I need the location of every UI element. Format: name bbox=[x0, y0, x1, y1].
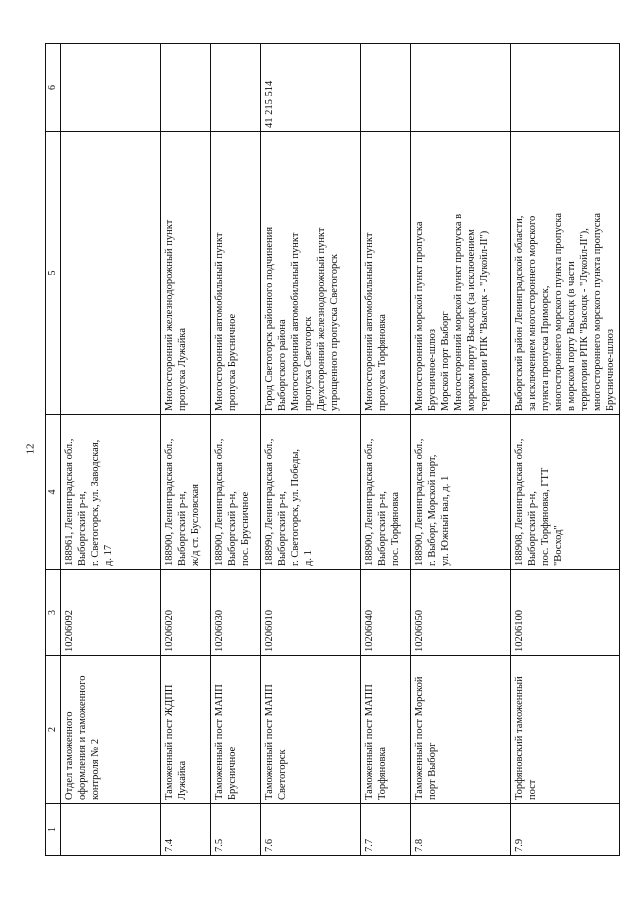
cell-line: порт Выборг bbox=[427, 742, 438, 800]
cell-line: контроля № 2 bbox=[90, 738, 101, 800]
post-code-cell: 10206092 bbox=[61, 570, 161, 656]
cell-line: Брусничное bbox=[227, 746, 238, 800]
cell-line: Выборгского района bbox=[277, 319, 288, 411]
post-code-cell: 10206030 bbox=[211, 570, 261, 656]
header-row bbox=[46, 44, 61, 856]
address-cell bbox=[211, 415, 261, 570]
cell-line: территории РПК "Высоцк - "Лукойл-II"), bbox=[579, 228, 590, 411]
cell-line: Многосторонний морской пункт пропуска bbox=[414, 221, 425, 411]
cell-line: морском порту Высоцк (за исключением bbox=[466, 229, 477, 411]
okato-cell bbox=[161, 44, 211, 132]
cell-line: 188900, Ленинградская обл., bbox=[364, 438, 375, 566]
okato-cell bbox=[211, 44, 261, 132]
table-row bbox=[261, 44, 361, 856]
header-cell-6: 6 bbox=[46, 44, 61, 132]
cell-line: 188900, Ленинградская обл., bbox=[164, 438, 175, 566]
table-row bbox=[361, 44, 411, 856]
cell-line: Многосторонний автомобильный пункт bbox=[364, 232, 375, 411]
cell-line: Таможенный пост МАПП bbox=[214, 684, 225, 800]
cell-line: г. Выборг, Морской порт, bbox=[427, 454, 438, 566]
post-code-cell: 10206020 bbox=[161, 570, 211, 656]
header-cell-2: 2 bbox=[46, 656, 61, 804]
cell-line: Многосторонний морской пункт пропуска в bbox=[453, 213, 464, 411]
cell-line: пос. Торфяновка, ГТТ bbox=[540, 467, 551, 566]
row-number-cell: 7.4 bbox=[161, 804, 211, 856]
okato-cell: 41 215 514 bbox=[261, 44, 361, 132]
cell-line: Выборгский р-н, bbox=[377, 491, 388, 566]
cell-line: Выборгский район Ленинградской области, bbox=[514, 215, 525, 411]
table-row bbox=[161, 44, 211, 856]
address-cell bbox=[61, 415, 161, 570]
table-row bbox=[211, 44, 261, 856]
post-name-cell bbox=[61, 656, 161, 804]
cell-line: Светогорск bbox=[277, 749, 288, 800]
post-name-cell bbox=[511, 656, 620, 804]
activity-zone-cell bbox=[511, 132, 620, 415]
cell-line: Лужайка bbox=[177, 760, 188, 800]
cell-line: г. Светогорск, ул. Победы, bbox=[290, 448, 301, 566]
cell-line: Многосторонний автомобильный пункт bbox=[214, 232, 225, 411]
header-cell-5: 5 bbox=[46, 132, 61, 415]
cell-line: Выборгский р-н, bbox=[277, 491, 288, 566]
cell-line: оформления и таможенного bbox=[77, 675, 88, 800]
cell-line: Многосторонний автомобильный пункт bbox=[290, 232, 301, 411]
activity-zone-cell bbox=[211, 132, 261, 415]
cell-line: Двухсторонний железнодорожный пункт bbox=[316, 227, 327, 411]
table-row bbox=[411, 44, 511, 856]
cell-line: в морском порту Высоцк (в части bbox=[566, 261, 577, 411]
row-number-cell bbox=[61, 804, 161, 856]
cell-line: пропуска Лужайка bbox=[177, 328, 188, 411]
cell-line: пропуска Торфяновка bbox=[377, 314, 388, 411]
cell-line: Выборгский р-н, bbox=[77, 491, 88, 566]
activity-zone-cell bbox=[161, 132, 211, 415]
row-number-cell: 7.6 bbox=[261, 804, 361, 856]
address-cell bbox=[361, 415, 411, 570]
cell-line: упрощенного пропуска Светогорск bbox=[329, 254, 340, 411]
customs-posts-table bbox=[45, 43, 620, 856]
post-code-cell: 10206050 bbox=[411, 570, 511, 656]
table-body bbox=[46, 44, 620, 856]
cell-line: Торфяновский таможенный bbox=[514, 676, 525, 800]
page-number: 12 bbox=[24, 443, 37, 455]
row-number-cell: 7.8 bbox=[411, 804, 511, 856]
header-cell-4: 4 bbox=[46, 415, 61, 570]
post-name-cell bbox=[261, 656, 361, 804]
cell-line: пос. Брусничное bbox=[240, 491, 251, 566]
cell-line: ул. Южный вал, д. 1 bbox=[440, 475, 451, 566]
cell-line: г. Светогорск, ул. Заводская, bbox=[90, 439, 101, 566]
table-row bbox=[61, 44, 161, 856]
cell-line: 188990, Ленинградская обл., bbox=[264, 438, 275, 566]
post-code-cell: 10206010 bbox=[261, 570, 361, 656]
cell-line: Таможенный пост МАПП bbox=[364, 684, 375, 800]
okato-cell bbox=[61, 44, 161, 132]
table-row bbox=[511, 44, 620, 856]
header-cell-3: 3 bbox=[46, 570, 61, 656]
activity-zone-cell bbox=[61, 132, 161, 415]
address-cell bbox=[511, 415, 620, 570]
cell-line: Брусничное-шлюз bbox=[427, 328, 438, 411]
post-name-cell bbox=[361, 656, 411, 804]
post-name-cell bbox=[411, 656, 511, 804]
cell-line: за исключением многостороннего морского bbox=[527, 215, 538, 411]
cell-line: Таможенный пост МАПП bbox=[264, 684, 275, 800]
address-cell bbox=[411, 415, 511, 570]
cell-line: пос. Торфяновка bbox=[390, 491, 401, 566]
cell-line: 188900, Ленинградская обл., bbox=[414, 438, 425, 566]
row-number-cell: 7.9 bbox=[511, 804, 620, 856]
row-number-cell: 7.5 bbox=[211, 804, 261, 856]
cell-line: пропуска Светогорск bbox=[303, 316, 314, 411]
row-number-cell: 7.7 bbox=[361, 804, 411, 856]
cell-line: Морской порт Выборг bbox=[440, 311, 451, 411]
cell-line: 188961, Ленинградская обл., bbox=[64, 438, 75, 566]
cell-line: д. 1 bbox=[303, 550, 314, 566]
activity-zone-cell bbox=[261, 132, 361, 415]
cell-line: Отдел таможенного bbox=[64, 711, 75, 800]
cell-line: Выборгский р-н, bbox=[227, 491, 238, 566]
cell-line: 188900, Ленинградская обл., bbox=[214, 438, 225, 566]
post-name-cell bbox=[161, 656, 211, 804]
address-cell bbox=[161, 415, 211, 570]
cell-line: пункта пропуска Приморск, bbox=[540, 285, 551, 411]
okato-cell bbox=[411, 44, 511, 132]
post-code-cell: 10206040 bbox=[361, 570, 411, 656]
rotated-table-container bbox=[45, 44, 616, 856]
cell-line: Брусничное-шлюз bbox=[605, 328, 616, 411]
cell-line: Выборгский р-н, bbox=[177, 491, 188, 566]
cell-line: Многосторонний железнодорожный пункт bbox=[164, 219, 175, 411]
cell-line: 188908, Ленинградская обл., bbox=[514, 438, 525, 566]
cell-line: Таможенный пост ЖДПП bbox=[164, 684, 175, 800]
address-cell bbox=[261, 415, 361, 570]
activity-zone-cell bbox=[411, 132, 511, 415]
header-cell-1: 1 bbox=[46, 804, 61, 856]
cell-line: многостороннего морского пункта пропуска bbox=[592, 213, 603, 411]
post-name-cell bbox=[211, 656, 261, 804]
cell-line: ж/д ст. Бусловская bbox=[190, 483, 201, 566]
cell-line: пост bbox=[527, 779, 538, 800]
cell-line: Город Светогорск районного подчинения bbox=[264, 226, 275, 411]
okato-cell bbox=[511, 44, 620, 132]
cell-line: Таможенный пост Морской bbox=[414, 676, 425, 800]
document-page bbox=[45, 44, 616, 856]
cell-line: многостороннего морского пункта пропуска bbox=[553, 213, 564, 411]
post-code-cell: 10206100 bbox=[511, 570, 620, 656]
cell-line: Торфяновка bbox=[377, 746, 388, 800]
cell-line: д. 17 bbox=[103, 544, 114, 566]
cell-line: Выборгский р-н, bbox=[527, 491, 538, 566]
okato-cell bbox=[361, 44, 411, 132]
cell-line: территории РПК "Высоцк - "Лукойл-II") bbox=[479, 230, 490, 411]
cell-line: пропуска Брусничное bbox=[227, 313, 238, 411]
activity-zone-cell bbox=[361, 132, 411, 415]
cell-line: "Восход" bbox=[553, 525, 564, 566]
